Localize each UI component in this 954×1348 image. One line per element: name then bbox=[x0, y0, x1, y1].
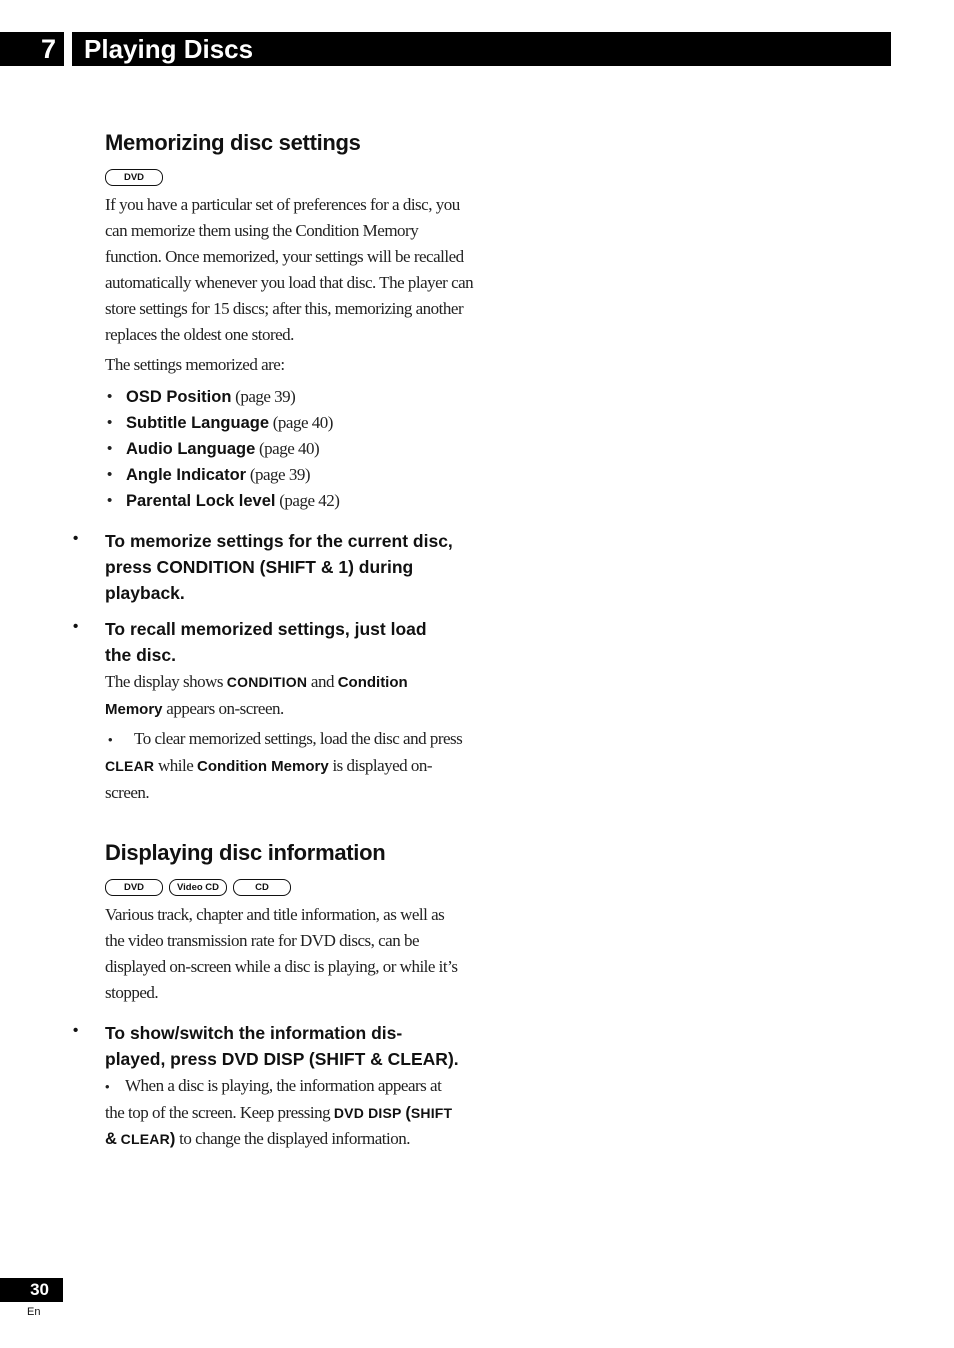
step-show-info bbox=[105, 1020, 495, 1072]
step-memorize bbox=[105, 528, 485, 606]
displaying-intro-paragraph: Various track, chapter and title information, as well as the video transmission rate for DVD discs, can be displayed on-screen while a disc is playing, or while it’s stopped. bbox=[105, 905, 458, 1002]
disc-type-badges bbox=[105, 169, 163, 186]
language-code: En bbox=[27, 1306, 41, 1318]
display-note-line2: Memory appears on-screen. bbox=[105, 699, 284, 718]
info-note-line2: the top of the screen. Keep pressing DVD DISP (SHIFT bbox=[105, 1103, 453, 1122]
video-cd-badge: Video CD bbox=[169, 879, 227, 896]
info-note-line3: & CLEAR) to change the displayed information. bbox=[105, 1129, 410, 1148]
step-line: the disc. bbox=[105, 645, 176, 665]
page-number: 30 bbox=[0, 1278, 63, 1302]
step-line: playback. bbox=[105, 583, 185, 603]
clear-note-line3: screen. bbox=[105, 783, 150, 802]
chapter-number: 7 bbox=[0, 32, 64, 66]
step-line: press CONDITION (SHIFT & 1) during bbox=[105, 557, 414, 577]
chapter-title: Playing Discs bbox=[72, 32, 891, 66]
disc-type-badges bbox=[105, 879, 291, 896]
clear-note bbox=[105, 726, 485, 806]
memorizing-intro-paragraph: If you have a particular set of preferences for a disc, you can memorize them using the Condition Memory function. Once memorized, your settings will be recalled automatically whenever you load that disc. The player can store settings for 15 discs; after this, memorizing another replaces the oldest one stored. bbox=[105, 195, 474, 344]
section-heading-memorizing: Memorizing disc settings bbox=[105, 130, 361, 155]
dvd-badge: DVD bbox=[105, 169, 163, 186]
list-item: • Audio Language (page 40) bbox=[107, 439, 320, 458]
section-heading-displaying: Displaying disc information bbox=[105, 840, 386, 865]
step-bullet: • bbox=[73, 530, 79, 547]
info-note-line1: • When a disc is playing, the information appears at bbox=[105, 1076, 442, 1095]
display-note-line1: The display shows CONDITION and Condition bbox=[105, 672, 408, 691]
list-item: • Subtitle Language (page 40) bbox=[107, 413, 333, 432]
step-recall bbox=[105, 616, 485, 668]
step-line: To recall memorized settings, just load bbox=[105, 619, 427, 639]
step-line: To show/switch the information dis- bbox=[105, 1023, 403, 1043]
info-note bbox=[105, 1073, 485, 1152]
condition-display-label: CONDITION bbox=[226, 674, 308, 690]
dvd-badge: DVD bbox=[105, 879, 163, 896]
step-bullet: • bbox=[73, 1022, 79, 1039]
cd-badge: CD bbox=[233, 879, 291, 896]
list-item: • Parental Lock level (page 42) bbox=[107, 491, 340, 510]
step-bullet: • bbox=[73, 618, 79, 635]
step-line: To memorize settings for the current disc, bbox=[105, 531, 453, 551]
settings-intro: The settings memorized are: bbox=[105, 355, 285, 374]
step-line: played, press DVD DISP (SHIFT & CLEAR). bbox=[105, 1049, 459, 1069]
settings-list bbox=[105, 384, 339, 514]
display-note bbox=[105, 669, 485, 723]
clear-note-line1: • To clear memorized settings, load the disc and press bbox=[108, 729, 463, 748]
list-item: • Angle Indicator (page 39) bbox=[107, 465, 311, 484]
list-item: • OSD Position (page 39) bbox=[107, 387, 296, 406]
clear-note-line2: CLEAR while Condition Memory is displayed on- bbox=[105, 756, 433, 775]
